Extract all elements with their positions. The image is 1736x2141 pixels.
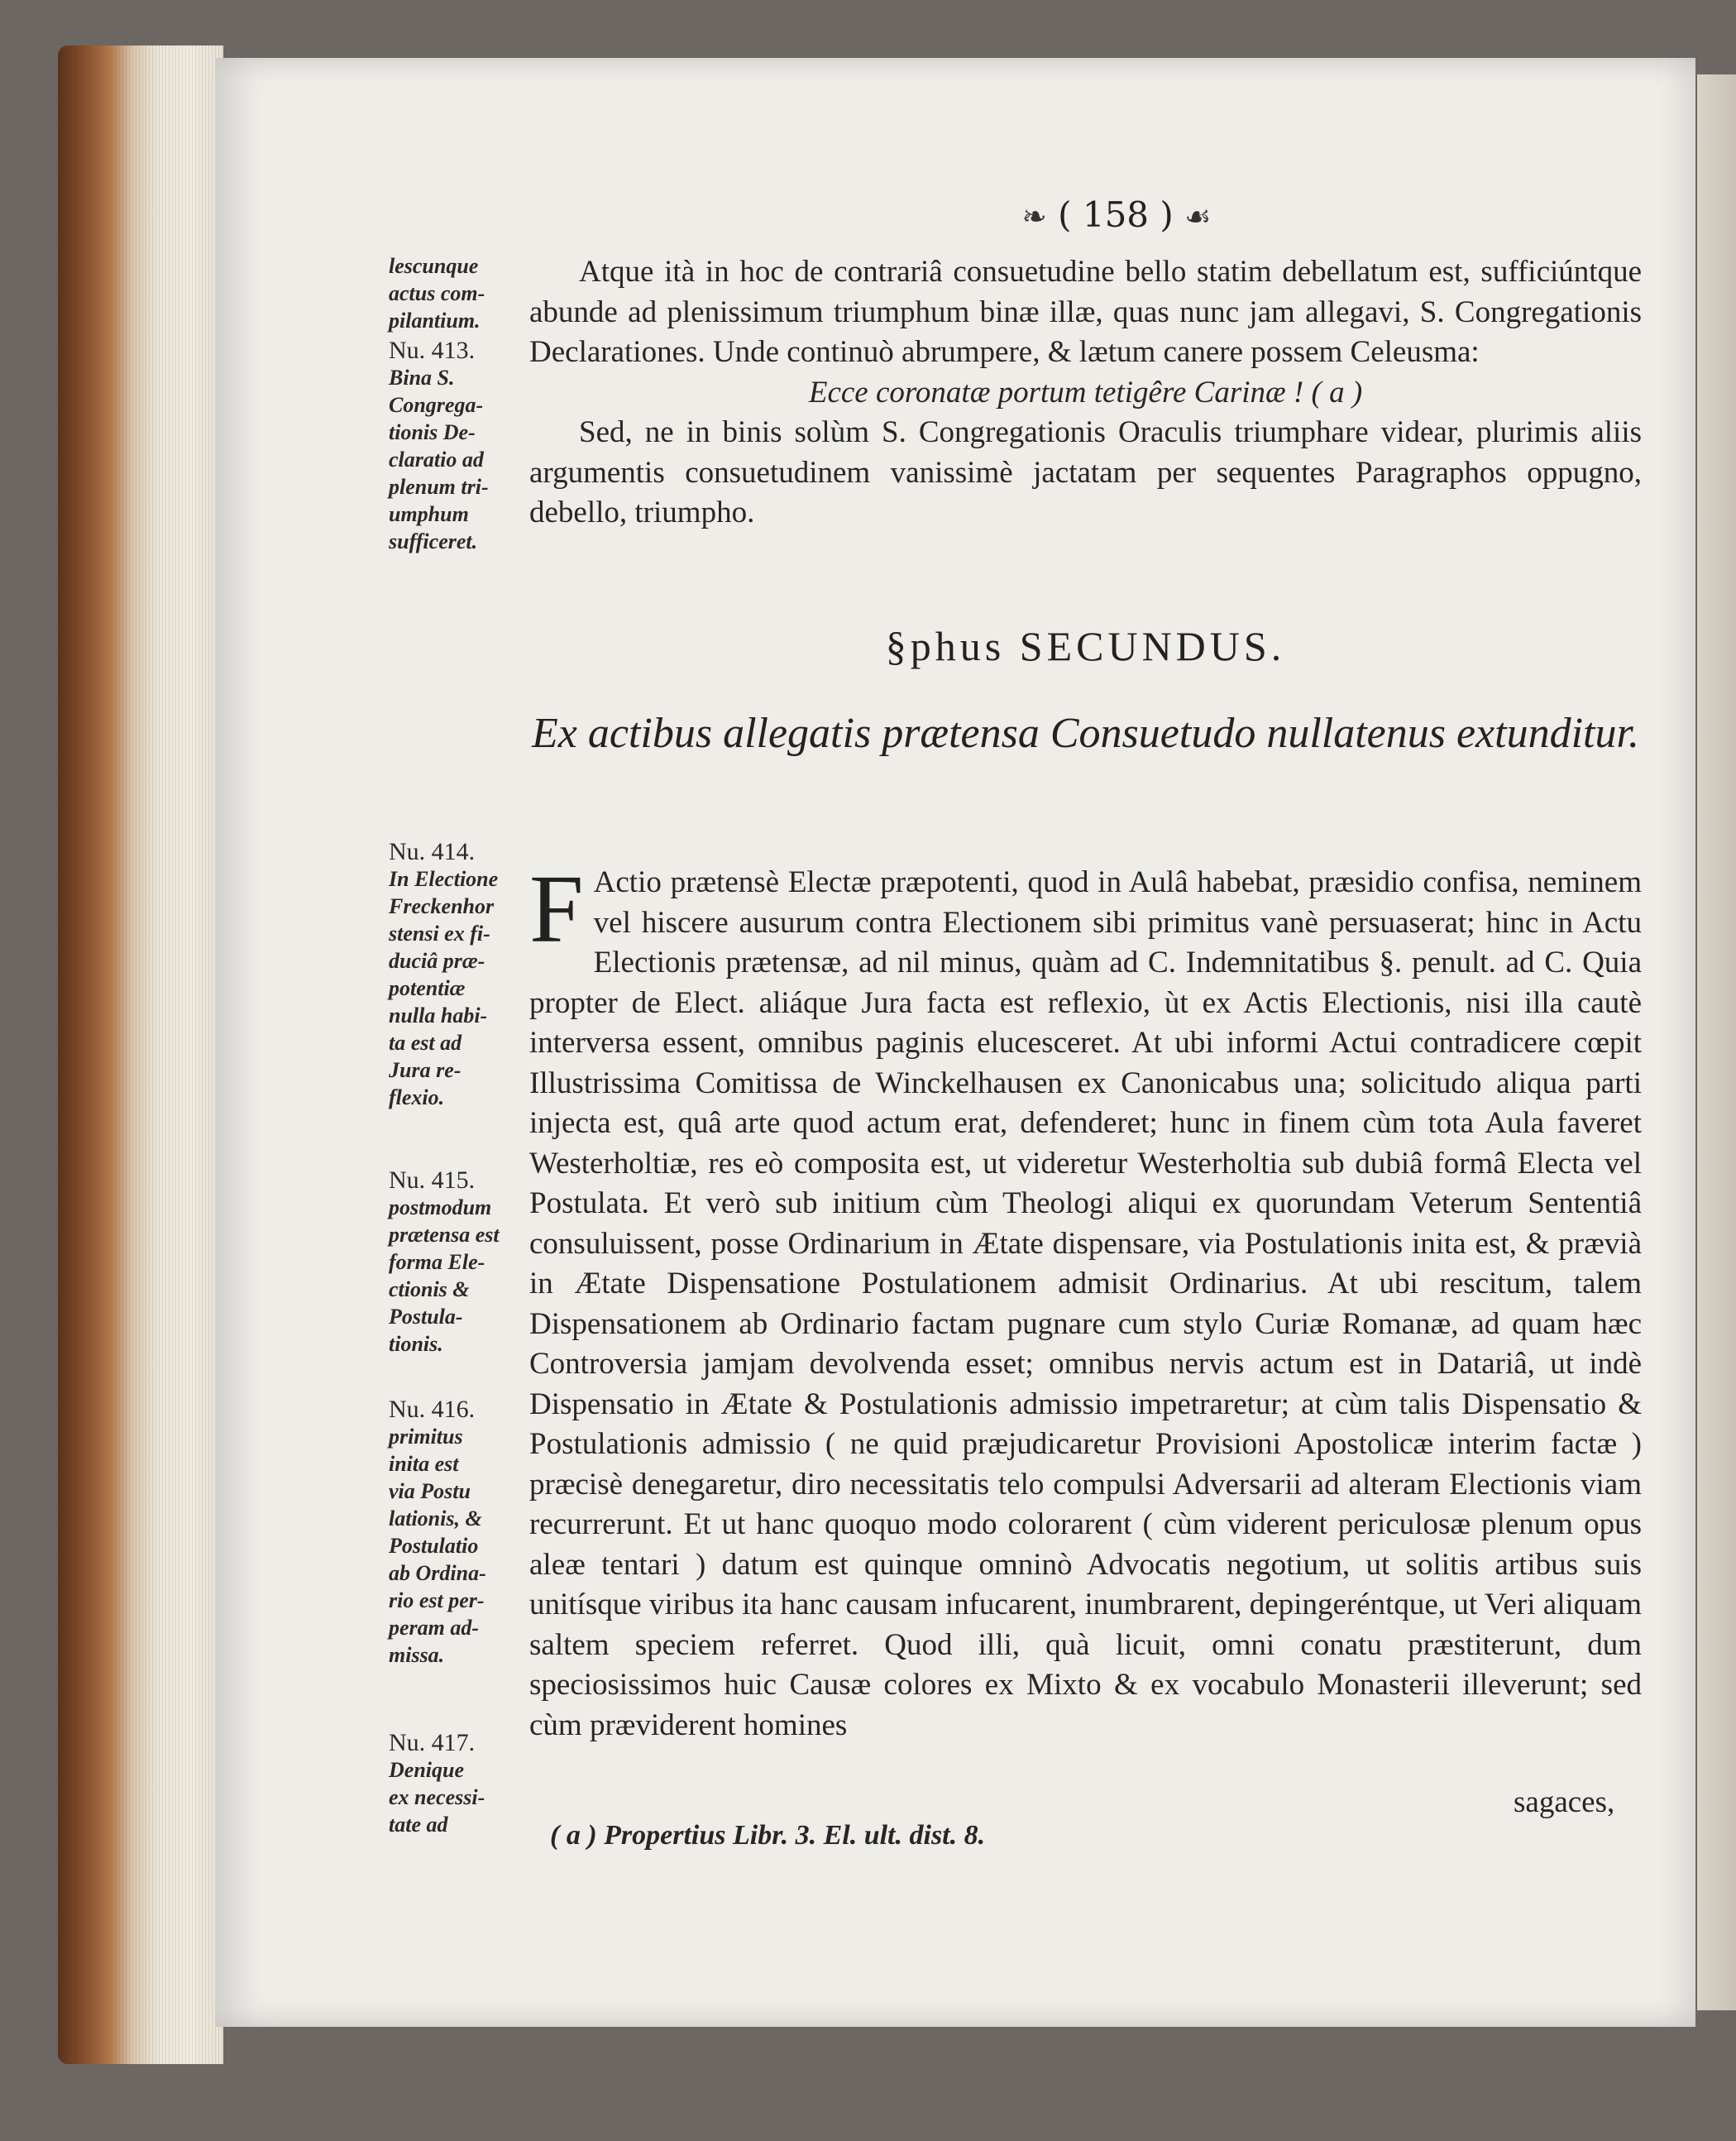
paragraph-1: Atque ità in hoc de contrariâ consuetudine bello statim debellatum est, sufficiúntque abunde ad plenissimum triumphum binæ illæ, quas nunc jam allegavi, S. Congregationis Declarationes. Unde continuò abrumpere, & lætum canere possem Celeusma: [529, 255, 1642, 369]
page-number: ( 158 ) [1058, 194, 1174, 235]
margin-note-2: Nu. 413. Bina S. Congrega- tionis De- claratio ad plenum tri- umphum sufficeret. [389, 337, 529, 555]
margin-note-4: Nu. 415. postmodum prætensa est forma Ele- ctionis & Postula- tionis. [389, 1166, 529, 1358]
facing-page-edge [1697, 74, 1736, 2010]
ornament-right-icon: ☙ [1184, 200, 1212, 234]
page-header [976, 194, 1257, 235]
note-number: Nu. 415. [389, 1166, 476, 1194]
paragraph-3: Actio prætensè Electæ præpotenti, quod in Aulâ habebat, præsidio confisa, neminem vel hiscere ausurum contra Electionem sibi primitus vanè persuaserat; hinc in Actu Electionis prætensæ, ad nil minus, quàm ad C. Indemnitatibus §. penult. ad C. Quia propter de Elect. aliáque Jura facta est reflexio, ùt ex Actis Electionis, nisi illa cautè interversa essent, omnibus paginis elucesceret. At ubi informi Actui contradicere cœpit Illustrissima Comitissa de Winckelhausen ex Canonicabus una; solicitudo aliqua parti injecta est, quâ arte quod actum erat, defenderet; hunc in finem cùm tota Aula faveret Westerholtiæ, res eò composita est, ut videretur Westerholtia sub dubiâ formâ Electa vel Postulata. Et verò sub initium cùm Theologi aliqui ex quorundam Veterum Sententiâ consuluissent, posse Ordinarium in Ætate dispensare, via Postulationis inita est, & prævià in Ætate Dispensatione Postulationem admisit Ordinarius. At ubi rescitum, talem Dispensationem ab Ordinario factam pugnare cum stylo Curiæ Romanæ, ad quam hæc Controversia jamjam devolvenda esset; omnibus nervis actum est in Datariâ, ut indè Dispensatio in Ætate & Postulationis admissio impetraretur; at cùm talis Dispensatio & Postulationis admissio ( ne quid præjudicaretur Provisioni Apostolicæ interim factæ ) præcisè denegaretur, diro necessitatis telo compulsi Adversarii ad alteram Electionis viam recurrerunt. Et ut hanc quoquo modo colorarent ( cùm viderent periculosæ plenum opus aleæ tentari ) datum est quinque omninò Advocatis negotium, ut solitis artibus suis unitísque viribus ita hanc causam infucarent, inumbrarent, depingeréntque, ut Veri aliquam saltem speciem referret. Quod illi, quà licuit, omni conatu præstiterunt, dum speciosissimos huic Causæ colores ex Mixto & ex vocabulo Monasterii illeverunt; sed cùm præviderent homines [529, 865, 1642, 1742]
margin-note-5: Nu. 416. primitus inita est via Postu lationis, & Postulatio ab Ordina- rio est per- peram ad- missa. [389, 1396, 529, 1669]
note-number: Nu. 414. [389, 838, 476, 865]
main-text [529, 855, 1642, 1746]
opening-text [529, 252, 1642, 534]
catchword: sagaces, [1514, 1785, 1615, 1819]
note-number: Nu. 416. [389, 1396, 476, 1423]
paragraph-2: Sed, ne in binis solùm S. Congregationis Oraculis triumphare videar, plurimis aliis argumentis consuetudinem vanissimè jactatam per sequentes Paragraphos oppugno, debello, triumpho. [529, 415, 1642, 529]
book-page-edges [58, 46, 223, 2064]
note-number: Nu. 413. [389, 337, 476, 364]
drop-capital: F [529, 855, 584, 963]
margin-note-3: Nu. 414. In Electione Freckenhor stensi ex fi- duciâ præ- potentiæ nulla habi- ta est ad Jura re- flexio. [389, 838, 529, 1111]
margin-note-6: Nu. 417. Denique ex necessi- tate ad [389, 1729, 529, 1838]
ornament-left-icon: ❧ [1021, 200, 1047, 234]
note-number: Nu. 417. [389, 1729, 476, 1756]
section-heading: §phus SECUNDUS. [885, 623, 1286, 669]
margin-note-1: lescunque actus com- pilantium. [389, 254, 485, 333]
verse-quote: Ecce coronatæ portum tetigêre Carinæ ! ( a ) [808, 375, 1363, 410]
section-subtitle: Ex actibus allegatis prætensa Consuetudo nullatenus extunditur. [532, 710, 1639, 757]
footnote: ( a ) Propertius Libr. 3. El. ult. dist. 8. [550, 1820, 986, 1851]
